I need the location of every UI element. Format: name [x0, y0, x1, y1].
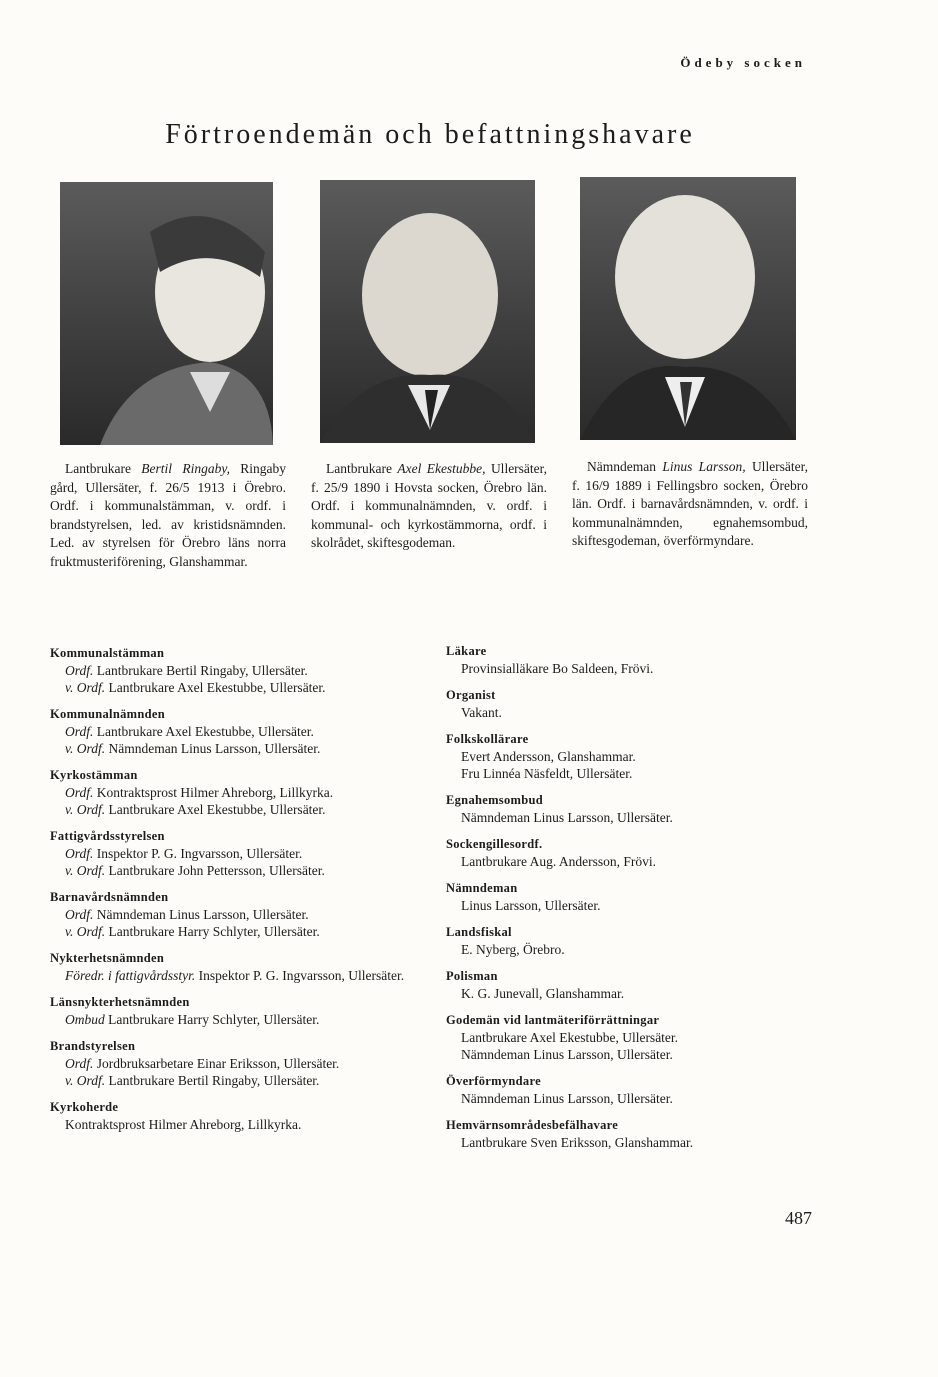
portrait-photo-3: [580, 177, 796, 440]
holder-text: Kontraktsprost Hilmer Ahreborg, Lillkyrka.: [96, 785, 334, 800]
holder-text: Lantbrukare Axel Ekestubbe, Ullersäter.: [108, 680, 326, 695]
office-section: [50, 645, 420, 696]
office-section: [50, 889, 420, 940]
office-holder-line: Linus Larsson, Ullersäter.: [461, 898, 601, 913]
role-label: Ordf.: [65, 785, 94, 800]
office-holder-line: Lantbrukare Sven Eriksson, Glanshammar.: [461, 1135, 694, 1150]
section-heading: Godemän vid lantmäteriförrättningar: [446, 1013, 660, 1027]
section-heading: Kommunalnämnden: [50, 707, 165, 721]
holder-text: Kontraktsprost Hilmer Ahreborg, Lillkyrka.: [65, 1117, 302, 1132]
role-label: v. Ordf.: [65, 1073, 106, 1088]
role-label: v. Ordf.: [65, 802, 106, 817]
section-heading: Nykterhetsnämnden: [50, 951, 165, 965]
office-section: [446, 1117, 786, 1151]
office-holder-line: Evert Andersson, Glanshammar.: [461, 749, 636, 764]
section-heading: Hemvärnsområdesbefälhavare: [446, 1118, 619, 1132]
office-holder-line: [50, 862, 420, 879]
office-section: [446, 1073, 786, 1107]
office-section: [50, 706, 420, 757]
office-holder-line: [50, 801, 420, 818]
office-holder-line: [50, 1072, 420, 1089]
office-section: [446, 1012, 786, 1063]
office-section: [50, 994, 420, 1028]
office-holder-line: [50, 1011, 420, 1028]
role-label: Ordf.: [65, 907, 94, 922]
office-section: [446, 731, 786, 782]
office-holder-line: [50, 1116, 420, 1133]
office-holder-line: [50, 740, 420, 757]
holder-text: Lantbrukare Bertil Ringaby, Ullersäter.: [96, 663, 308, 678]
section-heading: Fattigvårdsstyrelsen: [50, 829, 165, 843]
office-section: [50, 1099, 420, 1133]
page-number: 487: [785, 1208, 812, 1228]
office-section: [50, 1038, 420, 1089]
portrait-caption-3: [572, 458, 808, 551]
role-label: Ordf.: [65, 1056, 94, 1071]
caption-name: Axel Ekestubbe,: [397, 461, 486, 476]
holder-text: Lantbrukare Axel Ekestubbe, Ullersäter.: [96, 724, 314, 739]
role-label: v. Ordf.: [65, 680, 106, 695]
role-label: Ordf.: [65, 663, 94, 678]
caption-title: Nämndeman: [587, 459, 656, 474]
holder-text: Inspektor P. G. Ingvarsson, Ullersäter.: [96, 846, 303, 861]
role-label: v. Ordf.: [65, 924, 106, 939]
section-heading: Polisman: [446, 969, 498, 983]
right-column: [446, 643, 786, 1161]
role-label: v. Ordf.: [65, 741, 106, 756]
role-label: Ordf.: [65, 846, 94, 861]
section-heading: Kyrkoherde: [50, 1100, 119, 1114]
section-heading: Organist: [446, 688, 496, 702]
office-section: [446, 968, 786, 1002]
role-label: Ombud: [65, 1012, 105, 1027]
office-section: [446, 924, 786, 958]
holder-text: Inspektor P. G. Ingvarsson, Ullersäter.: [198, 968, 405, 983]
holder-text: Nämndeman Linus Larsson, Ullersäter.: [96, 907, 309, 922]
caption-name: Linus Larsson,: [662, 459, 746, 474]
role-label: v. Ordf.: [65, 863, 106, 878]
office-holder-line: Fru Linnéa Näsfeldt, Ullersäter.: [461, 766, 633, 781]
caption-title: Lantbrukare: [65, 461, 131, 476]
office-holder-line: [50, 967, 420, 984]
office-holder-line: Nämndeman Linus Larsson, Ullersäter.: [461, 810, 673, 825]
office-holder-line: [50, 784, 420, 801]
office-holder-line: Nämndeman Linus Larsson, Ullersäter.: [461, 1091, 673, 1106]
office-holder-line: K. G. Junevall, Glanshammar.: [461, 986, 625, 1001]
office-holder-line: Lantbrukare Aug. Andersson, Frövi.: [461, 854, 656, 869]
office-section: [50, 950, 420, 984]
holder-text: Lantbrukare Bertil Ringaby, Ullersäter.: [108, 1073, 320, 1088]
section-heading: Barnavårdsnämnden: [50, 890, 169, 904]
office-section: [446, 643, 786, 677]
office-section: [446, 880, 786, 914]
section-heading: Kyrkostämman: [50, 768, 138, 782]
section-heading: Länsnykterhetsnämnden: [50, 995, 190, 1009]
section-heading: Egnahemsombud: [446, 793, 543, 807]
caption-bio: Ringaby gård, Ullersäter, f. 26/5 1913 i Örebro. Ordf. i kommunalstämman, v. ordf. i brandstyrelsen, led. av kristidsnämnden. Led. av styrelsen för Örebro läns norra fruktmusteriförening, Glanshammar.: [50, 461, 287, 569]
office-section: [50, 767, 420, 818]
role-label: Ordf.: [65, 724, 94, 739]
holder-text: Lantbrukare Harry Schlyter, Ullersäter.: [108, 1012, 320, 1027]
running-header: Ödeby socken: [680, 55, 806, 70]
portrait-photo-1: [60, 182, 273, 445]
section-heading: Sockengillesordf.: [446, 837, 543, 851]
office-holder-line: [50, 662, 420, 679]
caption-name: Bertil Ringaby,: [141, 461, 230, 476]
holder-text: Lantbrukare John Pettersson, Ullersäter.: [108, 863, 325, 878]
office-holder-line: [50, 723, 420, 740]
office-holder-line: [50, 906, 420, 923]
holder-text: Nämndeman Linus Larsson, Ullersäter.: [108, 741, 321, 756]
holder-text: Jordbruksarbetare Einar Eriksson, Ullersäter.: [96, 1056, 340, 1071]
office-holder-line: E. Nyberg, Örebro.: [461, 942, 565, 957]
section-heading: Kommunalstämman: [50, 646, 165, 660]
office-holder-line: [50, 1055, 420, 1072]
office-holder-line: Provinsialläkare Bo Saldeen, Frövi.: [461, 661, 654, 676]
holder-text: Lantbrukare Harry Schlyter, Ullersäter.: [108, 924, 320, 939]
office-section: [50, 828, 420, 879]
caption-title: Lantbrukare: [326, 461, 392, 476]
section-heading: Landsfiskal: [446, 925, 512, 939]
holder-text: Lantbrukare Axel Ekestubbe, Ullersäter.: [108, 802, 326, 817]
section-heading: Nämndeman: [446, 881, 518, 895]
office-holder-line: [50, 845, 420, 862]
office-holder-line: [50, 923, 420, 940]
role-label: Föredr. i fattigvårdsstyr.: [65, 968, 196, 983]
section-heading: Överförmyndare: [446, 1074, 541, 1088]
caption-bio: Ullersäter, f. 16/9 1889 i Fellingsbro socken, Örebro län. Ordf. i barnavårdsnämnden, v. ordf. i kommunalnämnden, egnahemsombud, skiftesgodeman, överförmyndare.: [572, 459, 808, 548]
page-title: Förtroendemän och befattningshavare: [165, 118, 695, 150]
portrait-caption-2: [311, 460, 547, 553]
section-heading: Folkskollärare: [446, 732, 529, 746]
office-holder-line: Lantbrukare Axel Ekestubbe, Ullersäter.: [461, 1030, 679, 1045]
section-heading: Läkare: [446, 644, 487, 658]
office-holder-line: Vakant.: [461, 705, 502, 720]
portrait-caption-1: [50, 460, 286, 571]
office-holder-line: Nämndeman Linus Larsson, Ullersäter.: [461, 1047, 673, 1062]
office-holder-line: [50, 679, 420, 696]
left-column: [50, 645, 420, 1143]
office-section: [446, 687, 786, 721]
portrait-photo-2: [320, 180, 535, 443]
section-heading: Brandstyrelsen: [50, 1039, 136, 1053]
caption-bio: Ullersäter, f. 25/9 1890 i Hovsta socken, Örebro län. Ordf. i kommunalnämnden, v. ordf. i kommunal- och kyrkostämmorna, ordf. i skolrådet, skiftesgodeman.: [311, 461, 547, 550]
office-section: [446, 792, 786, 826]
office-section: [446, 836, 786, 870]
